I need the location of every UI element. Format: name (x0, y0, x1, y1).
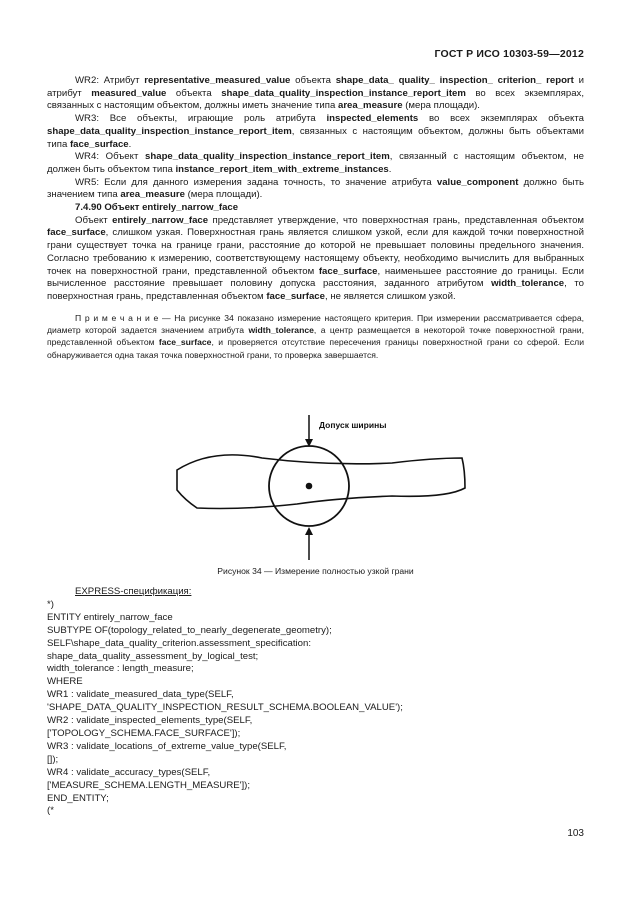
code-line: ENTITY entirely_narrow_face (47, 611, 173, 623)
code-line: (* (47, 805, 54, 817)
figure-caption: Рисунок 34 — Измерение полностью узкой грани (217, 566, 414, 576)
code-line: shape_data_quality_assessment_by_logical_test; (47, 650, 259, 662)
entity-description: Объект entirely_narrow_face представляет утверждение, что поверхностная грань, представленная объектом face_surface, слишком узкая. Поверхностная грань является слишком узкой, если для каждой точки поверхностной грани существует точка на границе грани, расстояние до которой не превышает половины предельного значения. Согласно требованию к измерению, соответствующему настоящему объекту, необходимо вычислить для выбранных точек на поверхностной грани, представленной объектом face_surface, наименьшее расстояние до границы. Если вычисленное расстояние превышает половину допуска расстояния, заданного атрибутом width_tolerance, то поверхностная грань, представленная объектом face_surface, не является слишком узкой. (47, 214, 585, 302)
code-line: 'SHAPE_DATA_QUALITY_INSPECTION_RESULT_SCHEMA.BOOLEAN_VALUE'); (47, 702, 403, 714)
code-line: *) (47, 598, 54, 610)
code-line: width_tolerance : length_measure; (47, 663, 194, 675)
code-line: ['MEASURE_SCHEMA.LENGTH_MEASURE']); (47, 779, 251, 791)
figure-narrow-face (47, 410, 584, 585)
code-line: WHERE (47, 676, 83, 688)
code-line: SUBTYPE OF(topology_related_to_nearly_degenerate_geometry); (47, 624, 332, 636)
document-body (47, 75, 584, 361)
page-number: 103 (567, 828, 584, 839)
width-tolerance-label: Допуск ширины (319, 420, 387, 430)
face-outline (177, 455, 465, 509)
arrow-up-icon (305, 527, 313, 535)
express-title: EXPRESS-спецификация: (75, 586, 192, 597)
code-line: END_ENTITY; (47, 792, 109, 804)
code-line: SELF\shape_data_quality_criterion.assessment_specification: (47, 637, 311, 649)
document-header: ГОСТ Р ИСО 10303-59—2012 (434, 48, 584, 60)
code-line: WR1 : validate_measured_data_type(SELF, (47, 689, 234, 701)
sphere-center-dot (306, 483, 313, 490)
section-heading: 7.4.90 Объект entirely_narrow_face (75, 202, 239, 214)
rule-wr5: WR5: Если для данного измерения задана точность, то значение атрибута value_component должно быть значением типа area_measure (мера площади). (47, 176, 584, 201)
rule-wr4: WR4: Объект shape_data_quality_inspection_instance_report_item, связанный с настоящим объектом, не должен быть объектом типа instance_report_item_with_extreme_instances. (47, 151, 584, 175)
rule-wr2: WR2: Атрибут representative_measured_value объекта shape_data_ quality_ inspection_ criterion_ report и атрибут measured_value объекта shape_data_quality_inspection_instance_report_item во всех экземплярах, связанных с настоящим объектом, должны иметь значение типа area_measure (мера площади). (47, 75, 585, 112)
express-block (47, 586, 584, 818)
code-line: ['TOPOLOGY_SCHEMA.FACE_SURFACE']); (47, 727, 241, 739)
rule-wr3: WR3: Все объекты, играющие роль атрибута inspected_elements во всех экземплярах объекта shape_data_quality_inspection_instance_report_item, связанных с настоящим объектом, должны быть объектами типа face_surface. (47, 113, 584, 150)
code-line: WR3 : validate_locations_of_extreme_value_type(SELF, (47, 740, 287, 752)
figure-note: П р и м е ч а н и е — На рисунке 34 показано измерение настоящего критерия. При измерении рассматривается сфера, диаметр которой задается значением атрибута width_tolerance, а центр размещается в некоторой точке поверхностной грани, представленной объектом face_surface, и проверяется отсутствие пересечения границы поверхностной грани со сферой. Если обнаруживается одна такая точка поверхностной грани, то проверка завершается. (47, 312, 584, 360)
code-line: WR2 : validate_inspected_elements_type(SELF, (47, 715, 253, 727)
code-line: []); (47, 753, 59, 765)
code-line: WR4 : validate_accuracy_types(SELF, (47, 766, 211, 778)
